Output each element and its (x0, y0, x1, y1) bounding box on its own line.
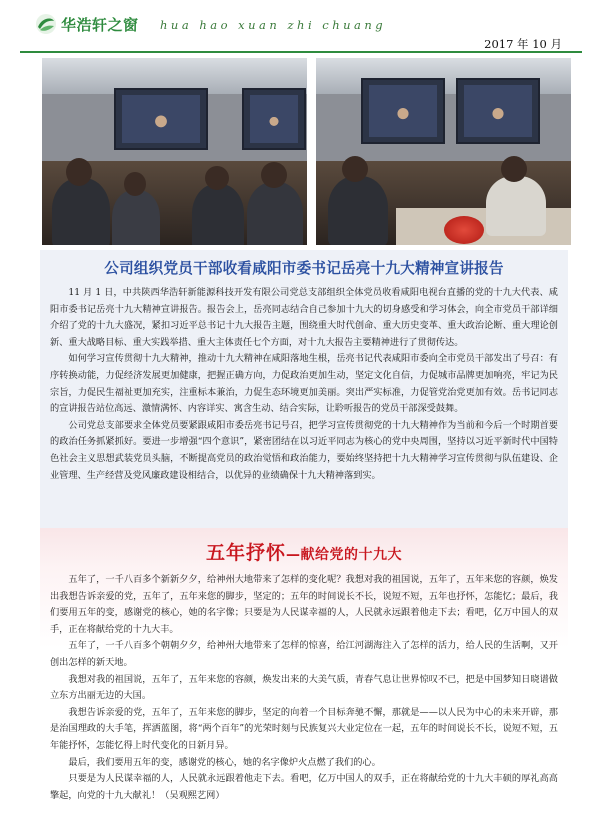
poem-body (50, 572, 558, 804)
logo (34, 12, 139, 36)
meeting-photo-left (42, 58, 307, 245)
article-paragraph: 公司党总支部要求全体党员要紧跟咸阳市委岳亮书记号召，把学习宣传贯彻党的十九大精神作为当前和今后一个时期首要的政治任务抓紧抓好。要进一步增强“四个意识”，紧密团结在以习近平同志为核心的党中央周围，坚持以习近平新时代中国特色社会主义思想武装党员头脑，不断提高党员的政治觉悟和政治能力，要始终坚持把十九大精神学习宣传贯彻与队伍建设、企业管理、生产经营及党风廉政建设相结合，以优异的业绩确保十九大精神落到实。 (50, 419, 558, 481)
article-lecture-report (40, 250, 568, 528)
header-divider (20, 51, 582, 53)
poem-paragraph: 我想告诉亲爱的党，五年了，五年来您的脚步，坚定的向着一个目标奔驰不懈，那就是——以人民为中心的未来开辟，那是治国理政的大手笔，挥洒蓝图，将“两个百年”的光荣时刻与民族复兴大业定位在一起，五年的时间说长不长，说短不短，五年能抒怀，怎能忆得上时代变化的日新月异。 (50, 706, 558, 751)
article-poem (40, 528, 568, 810)
poem-title (40, 538, 568, 565)
article-paragraph: 如何学习宣传贯彻十九大精神，推动十九大精神在咸阳落地生根，岳亮书记代表咸阳市委向全市党员干部发出了号召：有序转换动能，力促经济发展更加健康，把握正确方向，力促政治更加生动，坚定文化自信，力促城市品牌更加响亮，牢记为民宗旨，力促民生福祉更加充实，注重标本兼治，力促生态环境更加美丽。突出严实标准，力促管党治党更加有效。岳书记同志的宣讲报告站位高远、激情满怀、内容详实、寓含生动、结合实际，让聆听报告的党员干部深受鼓舞。 (50, 353, 558, 415)
article-paragraph: 11 月 1 日，中共陕西华浩轩新能源科技开发有限公司党总支部组织全体党员收看咸阳电视台直播的党的十九大代表、咸阳市委书记岳亮十九大精神宣讲报告。报告会上，岳亮同志结合自己参加十九大的切身感受和学习体会，向全市党员干部详细介绍了党的十九大盛况，紧扣习近平总书记十九大报告主题，围绕重大时代创命、重大历史变革、重大政治论断、重大理论创新、重大战略目标、重大实践举措、重大主体责任七个方面，对十九大报告主要精神进行了贯彻传达。 (50, 287, 558, 348)
article-body (50, 285, 558, 484)
poem-paragraph: 最后，我们要用五年的变，感谢党的核心，她的名字像炉火点燃了我们的心。 (68, 756, 381, 768)
page-header (0, 0, 600, 56)
meeting-photo-right (316, 58, 571, 245)
poem-title-sub: —献给党的十九大 (286, 547, 402, 563)
article-title: 公司组织党员干部收看咸阳市委书记岳亮十九大精神宣讲报告 (104, 260, 504, 277)
logo-text: 华浩轩之窗 (61, 15, 139, 34)
leaf-swirl-icon (34, 12, 58, 36)
header-pinyin: hua hao xuan zhi chuang (160, 18, 387, 32)
poem-title-main: 五年抒怀 (205, 542, 286, 564)
issue-date: 2017 年 10 月 (484, 37, 562, 51)
poem-paragraph: 只要是为人民谋幸福的人，人民就永远跟着他走下去。看吧，亿万中国人的双手，正在将献给党的十九大丰硕的厚礼高高擎起，向党的十九大献礼！（吴观熙艺网） (50, 773, 558, 801)
poem-paragraph: 我想对我的祖国说，五年了，五年来您的容颜，焕发出来的大美气质，青春气息让世界惊叹不已，把是中国梦知日晓谱做立东方出丽无边的大国。 (50, 673, 558, 702)
poem-paragraph: 五年了，一千八百多个朝朝夕夕，给神州大地带来了怎样的惊喜，给江河湖海注入了怎样的活力，给人民的生活啊，又开创出怎样的新天地。 (50, 640, 558, 668)
poem-paragraph: 五年了，一千八百多个新新夕夕，给神州大地带来了怎样的变化呢？我想对我的祖国说，五年了，五年来您的容颜，焕发出我想告诉亲爱的党，五年了，五年来您的脚步，坚定的；五年的时间说长不长，说短不短，五年也抒怀，怎能忆；最后，我们要用五年的变，感谢党的核心，她的名字像；只要是为人民谋幸福的人，人民就永远跟着他走下去；看吧，亿万中国人的双手，正在将献给党的十九大丰。 (50, 574, 558, 635)
